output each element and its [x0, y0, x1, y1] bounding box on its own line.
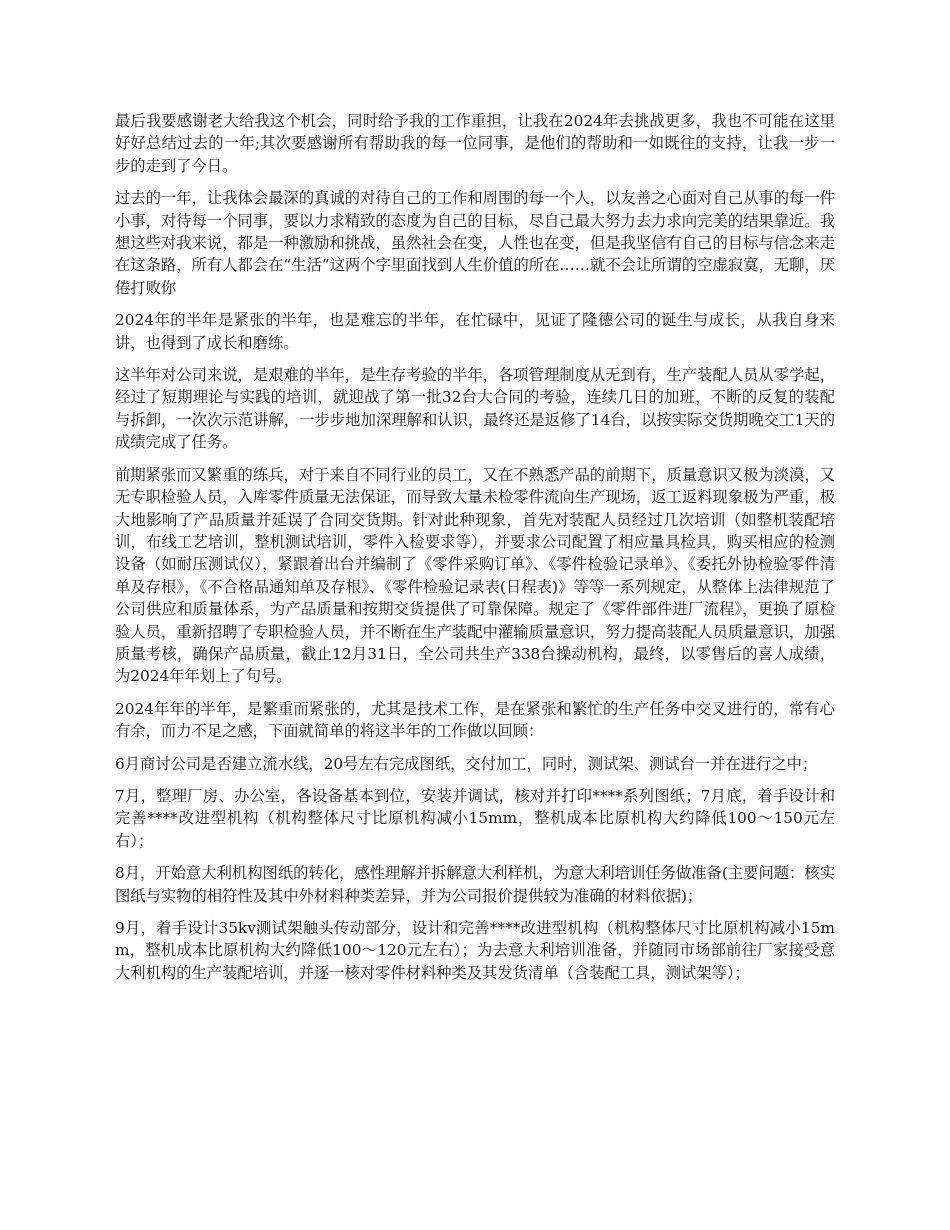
- paragraph-quality-system: 前期紧张而又繁重的练兵，对于来自不同行业的员工，又在不熟悉产品的前期下，质量意识又极为淡漠，又无专职检验人员，入库零件质量无法保证，而导致大量未检零件流向生产现场，返工返料现象极为严重，极大地影响了产品质量并延误了合同交货期。针对此种现象，首先对装配人员经过几次培训（如整机装配培训，布线工艺培训，整机测试培训，零件入检要求等），并要求公司配置了相应量具检具，购买相应的检测设备（如耐压测试仪），紧跟着出台并编制了《零件采购订单》、《零件检验记录单》、《委托外协检验零件清单及存根》，《不合格品通知单及存根》、《零件检验记录表(日程表)》等等一系列规定，从整体上法律规范了公司供应和质量体系，为产品质量和按期交货提供了可靠保障。规定了《零件部件进厂流程》，更换了原检验人员，重新招聘了专职检验人员，并不断在生产装配中灌输质量意识，努力提高装配人员质量意识，加强质量考核，确保产品质量，截止12月31日，全公司共生产338台操动机构，最终，以零售后的喜人成绩，为2024年年划上了句号。: [115, 465, 835, 686]
- paragraph-june: 6月商讨公司是否建立流水线，20号左右完成图纸，交付加工，同时，测试架、测试台一并在进行之中；: [115, 754, 818, 773]
- document-page: [115, 110, 835, 994]
- paragraph-august: 8月，开始意大利机构图纸的转化，感性理解并拆解意大利样机，为意大利培训任务做准备(主要问题：核实图纸与实物的相符性及其中外材料种类差异，并为公司报价提供较为准确的材料依据)；: [115, 864, 835, 905]
- paragraph-reflection: 过去的一年，让我体会最深的真诚的对待自己的工作和周围的每一个人，以友善之心面对自己从事的每一件小事，对待每一个同事，要以力求精致的态度为自己的目标，尽自己最大努力去力求向完美的结果靠近。我想这些对我来说，都是一种激励和挑战，虽然社会在变，人性也在变，但是我坚信有自己的目标与信念来走在这条路，所有人都会在“生活”这两个字里面找到人生价值的所在……就不会让所谓的空虚寂寞，无聊，厌倦打败你: [115, 189, 835, 297]
- paragraph-half-year: 2024年的半年是紧张的半年，也是难忘的半年，在忙碌中，见证了隆德公司的诞生与成长，从我自身来讲，也得到了成长和磨练。: [115, 311, 835, 352]
- paragraph-thanks: 最后我要感谢老大给我这个机会，同时给予我的工作重担，让我在2024年去挑战更多，我也不可能在这里好好总结过去的一年;其次要感谢所有帮助我的每一位同事，是他们的帮助和一如既往的支持，让我一步一步的走到了今日。: [115, 112, 835, 175]
- paragraph-september: 9月，着手设计35kv测试架触头传动部分，设计和完善****改进型机构（机构整体尺寸比原机构减小15mm，整机成本比原机构大约降低100～120元左右）；为去意大利培训准备，并随同市场部前往厂家接受意大利机构的生产装配培训，并逐一核对零件材料种类及其发货清单（含装配工具，测试架等）；: [115, 919, 835, 982]
- paragraph-july: 7月，整理厂房、办公室，各设备基本到位，安装并调试，核对并打印****系列图纸；7月底，着手设计和完善****改进型机构（机构整体尺寸比原机构减小15mm，整机成本比原机构大约降低100～150元左右）；: [115, 786, 835, 850]
- paragraph-difficult-half-year: 这半年对公司来说，是艰难的半年，是生存考验的半年，各项管理制度从无到有，生产装配人员从零学起，经过了短期理论与实践的培训，就迎战了第一批32台大合同的考验，连续几日的加班，不断的反复的装配与拆卸，一次次示范讲解，一步步地加深理解和认识，最终还是返修了14台，以按实际交货期晚交工1天的成绩完成了任务。: [115, 366, 835, 452]
- paragraph-technical-review: 2024年年的半年，是繁重而紧张的，尤其是技术工作，是在紧张和繁忙的生产任务中交叉进行的，常有心有余，而力不足之感，下面就简单的将这半年的工作做以回顾：: [115, 699, 835, 741]
